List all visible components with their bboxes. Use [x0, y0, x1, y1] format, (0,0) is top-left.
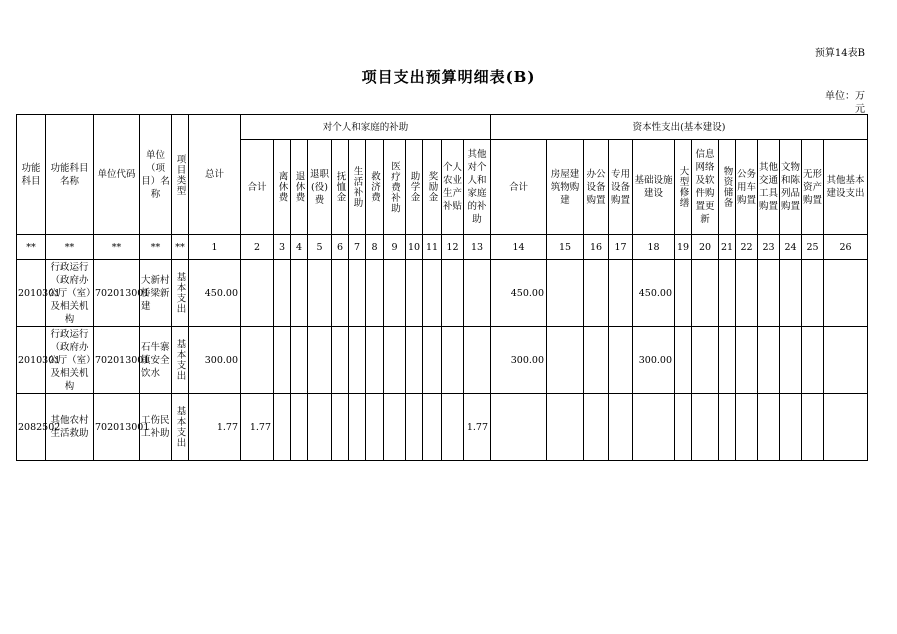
col-personal-3: 退职(役)费 [308, 140, 332, 235]
empty-cell [584, 394, 609, 461]
col-total: 总计 [189, 115, 241, 235]
total-cell: 1.77 [189, 394, 241, 461]
empty-cell [736, 260, 758, 327]
index-cell: 12 [442, 235, 464, 260]
empty-cell [442, 327, 464, 394]
col-capital-8: 公务用车购置 [736, 140, 758, 235]
empty-cell [442, 260, 464, 327]
empty-cell [692, 394, 719, 461]
index-cell: 21 [719, 235, 736, 260]
index-cell: 9 [384, 235, 406, 260]
empty-cell [609, 327, 633, 394]
col-func-code: 功能科目 [17, 115, 46, 235]
empty-cell [758, 327, 780, 394]
proj-type-text: 基本支出 [174, 272, 186, 314]
col-capital-7-label: 物资储备 [721, 166, 733, 208]
empty-cell [406, 327, 423, 394]
proj-type-text: 基本支出 [174, 339, 186, 381]
table-row [17, 394, 868, 461]
empty-cell [609, 394, 633, 461]
empty-cell [824, 260, 868, 327]
table-row [17, 327, 868, 394]
empty-cell [308, 394, 332, 461]
empty-cell [332, 260, 349, 327]
index-cell: 16 [584, 235, 609, 260]
index-cell: ** [172, 235, 189, 260]
empty-cell [349, 394, 366, 461]
unit-code-cell: 702013001 [94, 260, 140, 327]
capital-total-cell [491, 394, 547, 461]
unit-name-cell: 石牛寨镇安全饮水 [140, 327, 172, 394]
unit-code-cell: 702013001 [94, 327, 140, 394]
index-cell: 5 [308, 235, 332, 260]
empty-cell [384, 394, 406, 461]
index-row [17, 235, 868, 260]
capital-total-cell: 450.00 [491, 260, 547, 327]
col-capital-6: 信息网络及软件购置更新 [692, 140, 719, 235]
total-cell: 450.00 [189, 260, 241, 327]
col-capital-10: 文物和陈列品购置 [780, 140, 802, 235]
empty-cell [802, 260, 824, 327]
col-personal-6-label: 救济费 [369, 171, 380, 203]
index-cell: 14 [491, 235, 547, 260]
capital-infra-cell [633, 394, 675, 461]
col-personal-2 [291, 140, 308, 235]
func-name-cell: 行政运行（政府办公厅（室）及相关机构 [46, 260, 94, 327]
capital-total-cell: 300.00 [491, 327, 547, 394]
func-name-cell: 行政运行（政府办公厅（室）及相关机构 [46, 327, 94, 394]
capital-infra-cell: 450.00 [633, 260, 675, 327]
index-cell: 3 [274, 235, 291, 260]
index-cell: 2 [241, 235, 274, 260]
col-unit-code: 单位代码 [94, 115, 140, 235]
empty-cell [332, 327, 349, 394]
col-personal-5 [349, 140, 366, 235]
col-capital-9: 其他交通工具购置 [758, 140, 780, 235]
col-personal-8 [406, 140, 423, 235]
empty-cell [442, 394, 464, 461]
form-number-label: 预算14表B [814, 48, 865, 59]
proj-type-text: 基本支出 [174, 406, 186, 448]
unit-code-cell: 702013001 [94, 394, 140, 461]
empty-cell [349, 327, 366, 394]
col-proj-type-label: 项目类型 [174, 153, 186, 196]
empty-cell [423, 260, 442, 327]
empty-cell [736, 394, 758, 461]
index-cell: 25 [802, 235, 824, 260]
col-personal-10: 个人农业生产补贴 [442, 140, 464, 235]
empty-cell [291, 260, 308, 327]
empty-cell [780, 327, 802, 394]
personal-other-cell [464, 327, 491, 394]
col-personal-9 [423, 140, 442, 235]
unit-label [825, 90, 865, 116]
col-capital-7 [719, 140, 736, 235]
col-capital-12: 其他基本建设支出 [824, 140, 868, 235]
col-personal-7 [384, 140, 406, 235]
index-cell: 22 [736, 235, 758, 260]
empty-cell [547, 394, 584, 461]
col-capital-1: 房屋建筑物购建 [547, 140, 584, 235]
empty-cell [692, 260, 719, 327]
index-cell: 11 [423, 235, 442, 260]
empty-cell [291, 394, 308, 461]
col-personal-8-label: 助学金 [408, 171, 420, 203]
empty-cell [802, 394, 824, 461]
personal-other-cell [464, 260, 491, 327]
empty-cell [274, 327, 291, 394]
col-personal-5-label: 生活补助 [351, 166, 363, 208]
col-capital-5 [675, 140, 692, 235]
empty-cell [780, 260, 802, 327]
col-capital-0: 合计 [491, 140, 547, 235]
index-cell: 20 [692, 235, 719, 260]
empty-cell [692, 327, 719, 394]
col-personal-4-label: 抚恤金 [334, 171, 346, 203]
index-cell: 24 [780, 235, 802, 260]
unit-label-line2: 元 [855, 104, 865, 115]
col-capital-5-label: 大型修缮 [677, 166, 689, 208]
empty-cell [384, 260, 406, 327]
index-cell: ** [46, 235, 94, 260]
index-cell: 10 [406, 235, 423, 260]
empty-cell [423, 394, 442, 461]
personal-other-cell: 1.77 [464, 394, 491, 461]
empty-cell [736, 327, 758, 394]
col-personal-2-label: 退休费 [293, 171, 305, 203]
index-cell: 15 [547, 235, 584, 260]
col-personal-11: 其他对个人和家庭的补助 [464, 140, 491, 235]
col-personal-4 [332, 140, 349, 235]
index-cell: 7 [349, 235, 366, 260]
capital-infra-cell: 300.00 [633, 327, 675, 394]
col-proj-type [172, 115, 189, 235]
index-cell: 8 [366, 235, 384, 260]
index-cell: ** [17, 235, 46, 260]
index-cell: ** [140, 235, 172, 260]
func-code-cell: 2082502 [17, 394, 46, 461]
proj-type-cell [172, 260, 189, 327]
col-unit-name: 单位（项目）名称 [140, 115, 172, 235]
empty-cell [719, 327, 736, 394]
empty-cell [824, 327, 868, 394]
empty-cell [274, 260, 291, 327]
empty-cell [758, 394, 780, 461]
empty-cell [308, 327, 332, 394]
empty-cell [406, 260, 423, 327]
col-personal-0: 合计 [241, 140, 274, 235]
empty-cell [406, 394, 423, 461]
empty-cell [384, 327, 406, 394]
empty-cell [366, 327, 384, 394]
index-cell: 17 [609, 235, 633, 260]
empty-cell [584, 327, 609, 394]
index-cell: 26 [824, 235, 868, 260]
personal-total-cell [241, 260, 274, 327]
empty-cell [366, 260, 384, 327]
index-cell: 1 [189, 235, 241, 260]
empty-cell [547, 327, 584, 394]
index-cell: 18 [633, 235, 675, 260]
col-personal-6 [366, 140, 384, 235]
empty-cell [547, 260, 584, 327]
group-capital-header: 资本性支出(基本建设) [491, 115, 868, 140]
empty-cell [719, 394, 736, 461]
col-func-name: 功能科目名称 [46, 115, 94, 235]
unit-name-cell: 工伤民工补助 [140, 394, 172, 461]
index-cell: 13 [464, 235, 491, 260]
index-cell: 4 [291, 235, 308, 260]
empty-cell [332, 394, 349, 461]
proj-type-cell [172, 394, 189, 461]
index-cell: 23 [758, 235, 780, 260]
empty-cell [719, 260, 736, 327]
empty-cell [675, 394, 692, 461]
func-name-cell: 其他农村生活救助 [46, 394, 94, 461]
budget-table [16, 114, 868, 461]
empty-cell [675, 260, 692, 327]
group-personal-header: 对个人和家庭的补助 [241, 115, 491, 140]
index-cell: 19 [675, 235, 692, 260]
personal-total-cell: 1.77 [241, 394, 274, 461]
col-capital-2: 办公设备购置 [584, 140, 609, 235]
empty-cell [675, 327, 692, 394]
empty-cell [758, 260, 780, 327]
index-cell: 6 [332, 235, 349, 260]
total-cell: 300.00 [189, 327, 241, 394]
empty-cell [349, 260, 366, 327]
empty-cell [584, 260, 609, 327]
page-title: 项目支出预算明细表(B) [361, 68, 536, 86]
empty-cell [824, 394, 868, 461]
empty-cell [802, 327, 824, 394]
empty-cell [366, 394, 384, 461]
empty-cell [308, 260, 332, 327]
col-personal-9-label: 奖励金 [426, 171, 438, 203]
col-personal-1 [274, 140, 291, 235]
unit-name-cell: 大新村桥梁新建 [140, 260, 172, 327]
empty-cell [609, 260, 633, 327]
personal-total-cell [241, 327, 274, 394]
empty-cell [291, 327, 308, 394]
col-capital-3: 专用设备购置 [609, 140, 633, 235]
proj-type-cell [172, 327, 189, 394]
col-personal-1-label: 离休费 [276, 171, 288, 203]
func-code-cell: 2010301 [17, 327, 46, 394]
col-personal-7-label: 医疗费补助 [389, 160, 400, 214]
index-cell: ** [94, 235, 140, 260]
unit-label-line1: 单位：万 [825, 91, 865, 102]
empty-cell [274, 394, 291, 461]
col-capital-4: 基础设施建设 [633, 140, 675, 235]
empty-cell [780, 394, 802, 461]
empty-cell [423, 327, 442, 394]
table-row [17, 260, 868, 327]
col-capital-11: 无形资产购置 [802, 140, 824, 235]
func-code-cell: 2010301 [17, 260, 46, 327]
